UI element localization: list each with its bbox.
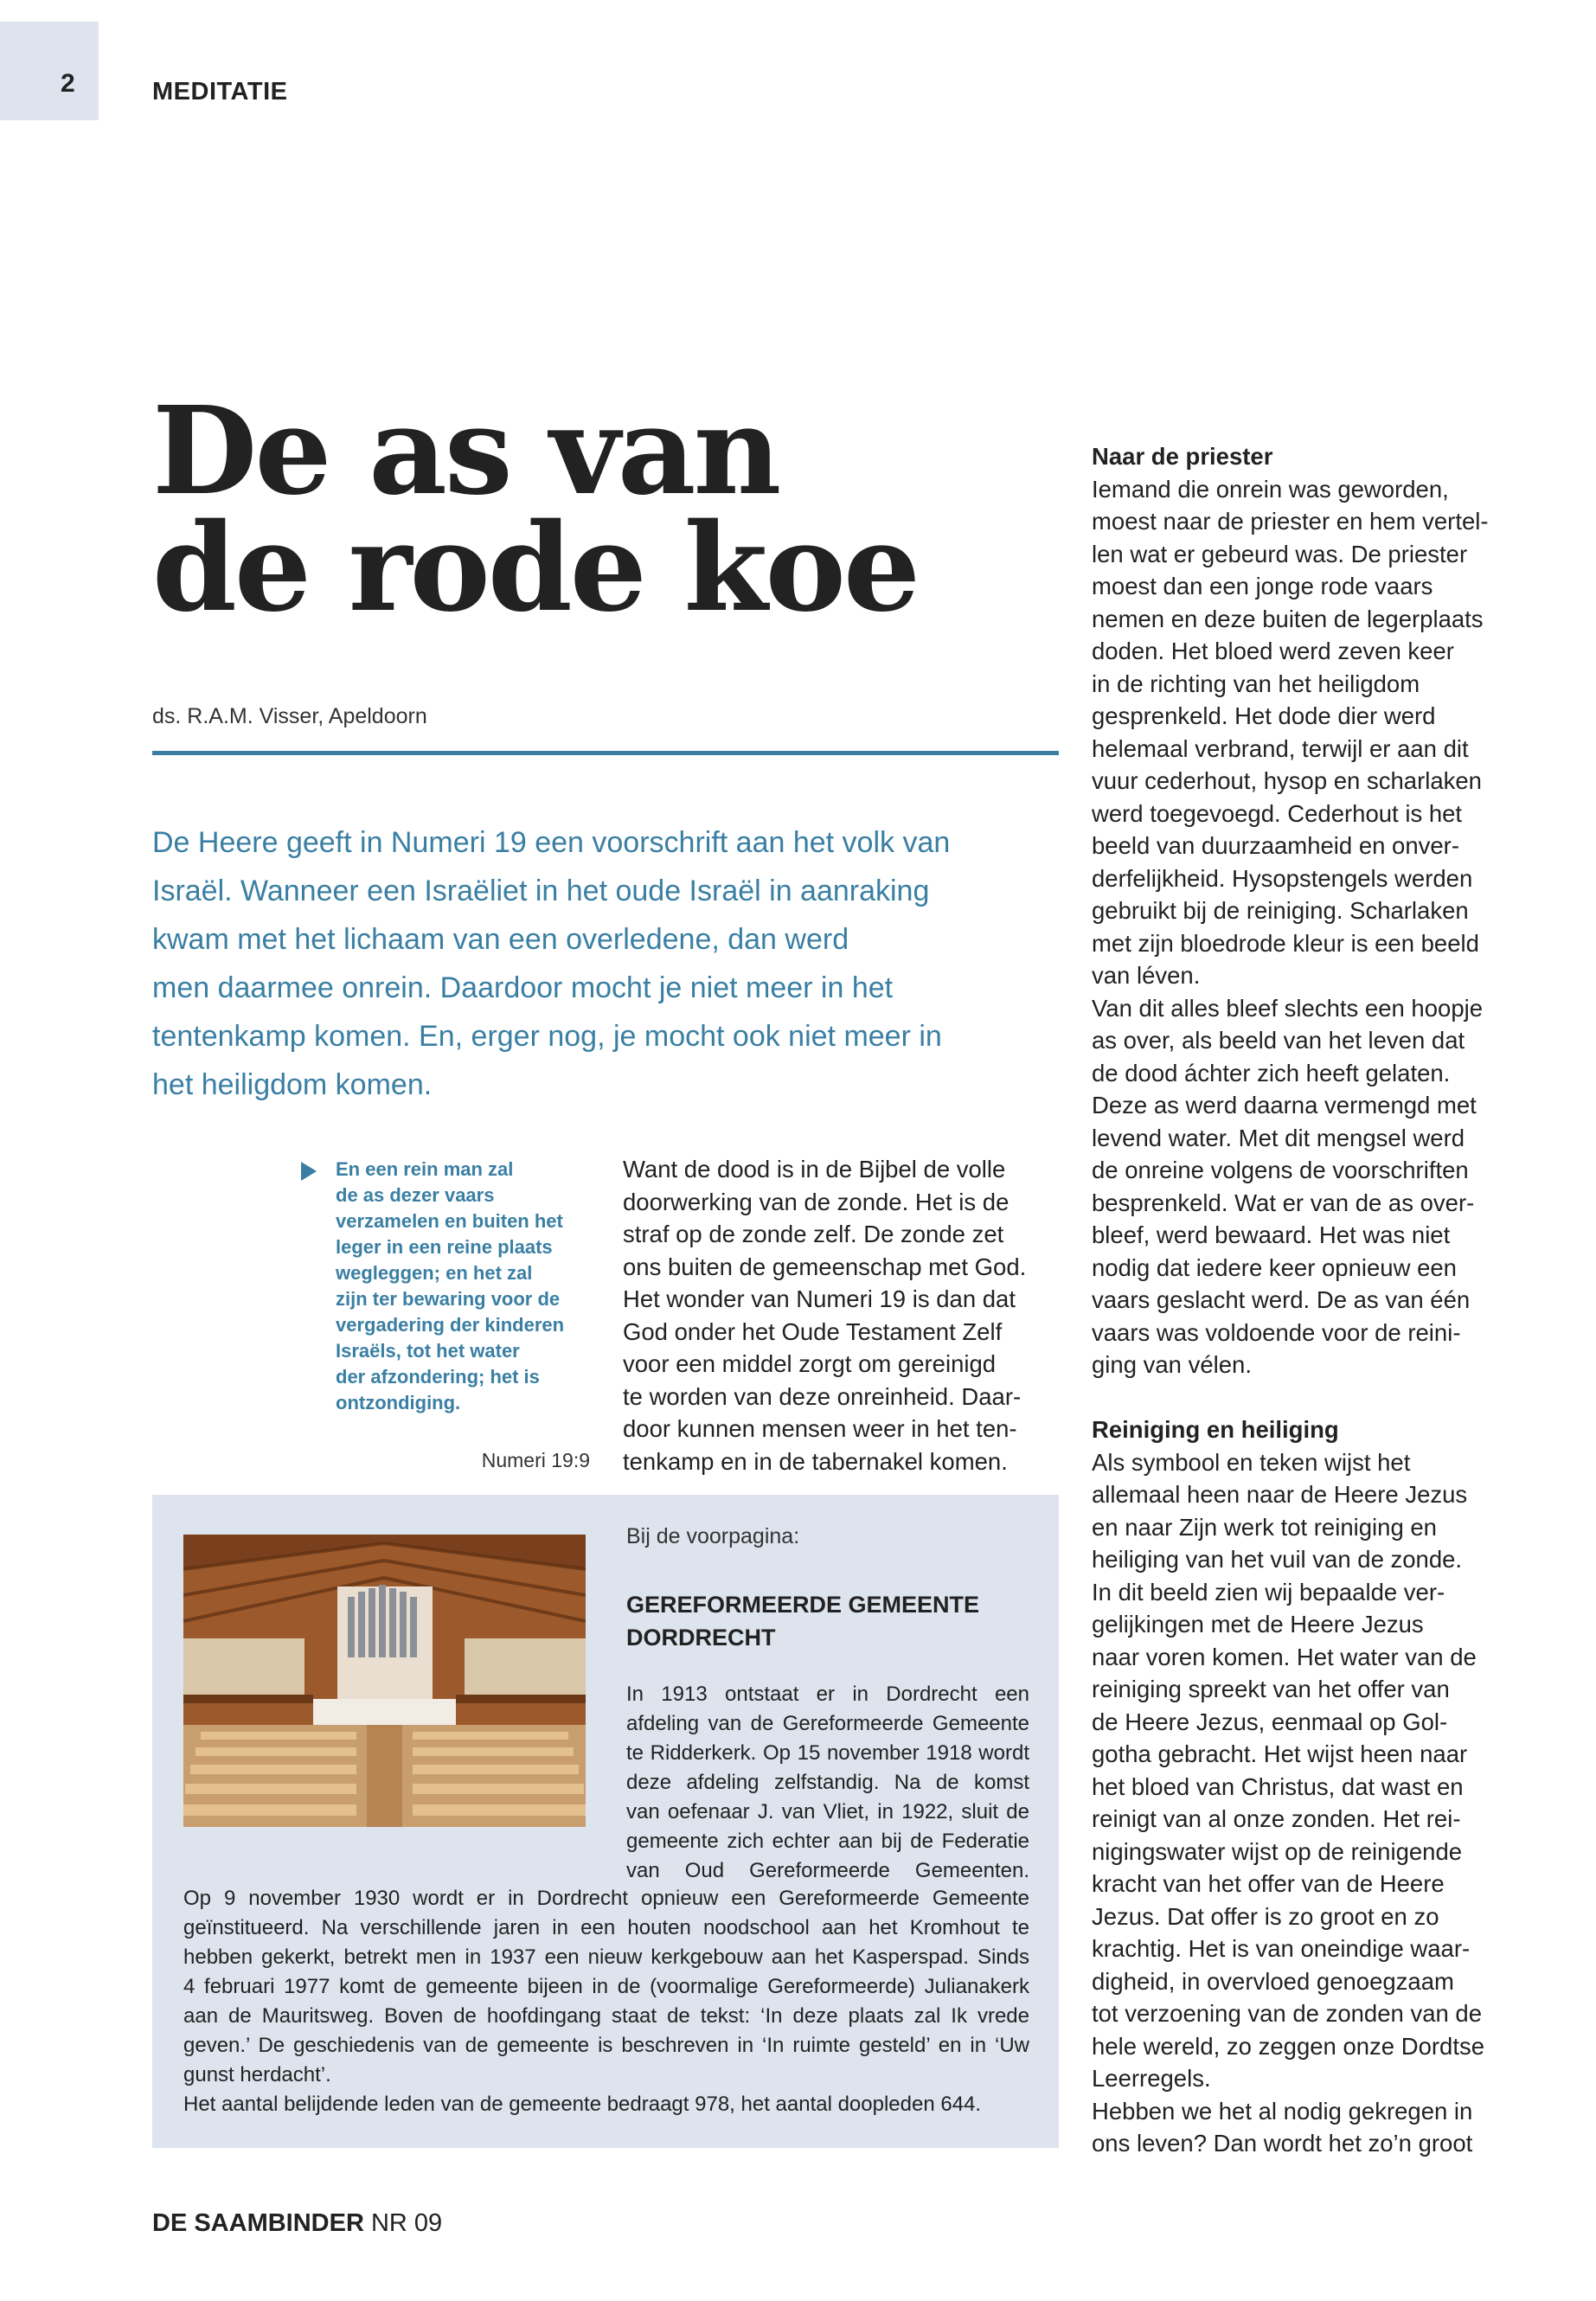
magazine-name: DE SAAMBINDER (152, 2209, 364, 2237)
body-line: gesprenkeld. Het dode dier werd (1092, 702, 1436, 729)
right-column-text (1092, 440, 1576, 2160)
cover-text-line: van oefenaar J. van Vliet, in 1922, sluit de (626, 1800, 1029, 1823)
paragraph-gap (1092, 1381, 1576, 1414)
body-line: kracht van het offer van de Heere (1092, 1870, 1445, 1897)
intro-paragraph (152, 818, 1086, 1109)
cover-heading-line: DORDRECHT (626, 1625, 776, 1650)
body-line: Hebben we het al nodig gekregen in (1092, 2097, 1473, 2125)
title-line: de rode koe (152, 497, 918, 639)
intro-line: het heiligdom komen. (152, 1068, 433, 1101)
quote-line: verzamelen en buiten het (336, 1210, 563, 1232)
quote-reference: Numeri 19:9 (481, 1449, 590, 1471)
quote-line: de as dezer vaars (336, 1184, 495, 1206)
subheading-naar-de-priester: Naar de priester (1092, 443, 1273, 470)
body-line: helemaal verbrand, terwijl er aan dit (1092, 734, 1469, 762)
body-line: Als symbool en teken wijst het (1092, 1448, 1411, 1476)
body-line: vuur cederhout, hysop en scharlaken (1092, 767, 1482, 794)
body-line: werd toegevoegd. Cederhout is het (1092, 799, 1463, 827)
footer-magazine (152, 2209, 442, 2238)
cover-text-line: hebben gekerkt, betrekt men in 1937 een nieuw kerkgebouw aan het Kasperspad. Sinds (183, 1945, 1029, 1969)
body-line: naar voren komen. Het water van de (1092, 1643, 1477, 1670)
body-line: straf op de zonde zelf. De zonde zet (623, 1221, 1004, 1247)
body-line: ons leven? Dan wordt het zo’n groot (1092, 2130, 1473, 2157)
body-line: digheid, in overvloed genoegzaam (1092, 1967, 1454, 1995)
play-triangle-icon (301, 1162, 317, 1181)
body-line: de Heere Jezus, eenmaal op Gol- (1092, 1708, 1448, 1735)
body-line: door kunnen mensen weer in het ten- (623, 1415, 1017, 1442)
cover-text-full (183, 1884, 1029, 2119)
body-line: Deze as werd daarna vermengd met (1092, 1092, 1477, 1118)
body-line: len wat er gebeurd was. De priester (1092, 540, 1468, 567)
body-line: heiliging van het vuil van de zonde. (1092, 1546, 1463, 1573)
cover-text-line: geïnstitueerd. Na verschillende jaren in een houten noodschool aan het Kromhout te (183, 1916, 1029, 1939)
author-byline: ds. R.A.M. Visser, Apeldoorn (152, 704, 427, 728)
cover-text-line: gemeente zich echter aan bij de Federatie (626, 1830, 1029, 1853)
body-line: beeld van duurzaamheid en onver- (1092, 832, 1460, 859)
title-line: De as van (152, 381, 779, 522)
cover-text-line: te Ridderkerk. Op 15 november 1918 wordt (626, 1741, 1029, 1765)
cover-text-line: Op 9 november 1930 wordt er in Dordrecht opnieuw een Gereformeerde Gemeente (183, 1887, 1029, 1910)
body-line: Want de dood is in de Bijbel de volle (623, 1156, 1006, 1183)
body-line: moest naar de priester en hem vertel- (1092, 508, 1489, 535)
body-line: allemaal heen naar de Heere Jezus (1092, 1481, 1468, 1508)
quote-line: En een rein man zal (336, 1158, 514, 1180)
intro-line: tentenkamp komen. En, erger nog, je mocht ook niet meer in (152, 1020, 942, 1053)
quote-line: vergadering der kinderen (336, 1314, 565, 1336)
body-line: de dood áchter zich heeft gelaten. (1092, 1059, 1451, 1086)
quote-line: wegleggen; en het zal (336, 1262, 533, 1284)
title-divider (152, 751, 1059, 755)
bible-quote (336, 1157, 604, 1416)
cover-heading (626, 1588, 1042, 1654)
body-line: in de richting van het heiligdom (1092, 670, 1420, 697)
cover-text-line: afdeling van de Gereformeerde Gemeente (626, 1712, 1029, 1735)
body-line: ging van vélen. (1092, 1351, 1252, 1378)
body-line: voor een middel zorgt om gereinigd (623, 1350, 997, 1377)
body-line: van léven. (1092, 962, 1201, 989)
body-line: nemen en deze buiten de legerplaats (1092, 605, 1484, 632)
issue-number: NR 09 (370, 2209, 443, 2237)
quote-line: ontzondiging. (336, 1392, 461, 1413)
body-line: Van dit alles bleef slechts een hoopje (1092, 994, 1484, 1022)
quote-line: zijn ter bewaring voor de (336, 1288, 561, 1310)
section-priester (1092, 473, 1576, 1381)
cover-text-line: geven.’ De geschiedenis van de gemeente is beschreven in ‘In ruimte gesteld’ en in ‘Uw (183, 2034, 1029, 2057)
body-line: Het wonder van Numeri 19 is dan dat (623, 1285, 1016, 1312)
cover-text-line: van Oud Gereformeerde Gemeenten. (626, 1859, 1029, 1882)
cover-text-line: aan de Mauritsweg. Boven de hoofdingang staat de tekst: ‘In deze plaats zal Ik vrede (183, 2004, 1029, 2028)
body-line: Jezus. Dat offer is zo groot en zo (1092, 1902, 1439, 1930)
quote-line: der afzondering; het is (336, 1366, 540, 1388)
intro-line: De Heere geeft in Numeri 19 een voorschrift aan het volk van (152, 826, 951, 859)
body-line: en naar Zijn werk tot reiniging en (1092, 1513, 1437, 1541)
body-line: gotha gebracht. Het wijst heen naar (1092, 1740, 1468, 1767)
body-line: nodig dat iedere keer opnieuw een (1092, 1253, 1457, 1281)
body-line: reiniging spreekt van het offer van (1092, 1676, 1450, 1702)
cover-text-line: gunst herdacht’. (183, 2063, 331, 2086)
quote-line: Israëls, tot het water (336, 1340, 520, 1362)
quote-line: leger in een reine plaats (336, 1236, 553, 1258)
cover-text-line: deze afdeling zelfstandig. Na de komst (626, 1771, 1029, 1794)
body-line: nigingswater wijst op de reinigende (1092, 1837, 1463, 1865)
body-line: derfelijkheid. Hysopstengels werden (1092, 864, 1473, 892)
cover-label: Bij de voorpagina: (626, 1524, 800, 1548)
body-line: hele wereld, zo zeggen onze Dordtse (1092, 2032, 1485, 2060)
body-line: gebruikt bij de reiniging. Scharlaken (1092, 897, 1469, 924)
middle-column-text (623, 1153, 1073, 1477)
body-line: ons buiten de gemeenschap met God. (623, 1253, 1027, 1280)
cover-text-line: In 1913 ontstaat er in Dordrecht een (626, 1682, 1029, 1706)
body-line: tot verzoening van de zonden van de (1092, 2000, 1483, 2027)
body-line: doorwerking van de zonde. Het is de (623, 1188, 1010, 1215)
intro-line: men daarmee onrein. Daardoor mocht je niet meer in het (152, 971, 894, 1004)
body-line: de onreine volgens de voorschriften (1092, 1157, 1469, 1183)
body-line: as over, als beeld van het leven dat (1092, 1027, 1465, 1054)
body-line: moest dan een jonge rode vaars (1092, 573, 1433, 599)
body-line: bleef, werd bewaard. Het was niet (1092, 1221, 1451, 1248)
section-label: MEDITATIE (152, 78, 288, 106)
body-line: reinigt van al onze zonden. Het rei- (1092, 1805, 1461, 1832)
body-line: gelijkingen met de Heere Jezus (1092, 1611, 1424, 1638)
subheading-reiniging-en-heiliging: Reiniging en heiliging (1092, 1416, 1339, 1443)
body-line: vaars was voldoende voor de reini- (1092, 1318, 1461, 1346)
body-line: God onder het Oude Testament Zelf (623, 1317, 1003, 1345)
body-line: het bloed van Christus, dat wast en (1092, 1772, 1464, 1800)
church-interior-photo (183, 1535, 586, 1827)
intro-line: Israël. Wanneer een Israëliet in het oude Israël in aanraking (152, 875, 930, 907)
body-line: krachtig. Het is van oneindige waar- (1092, 1935, 1471, 1962)
body-line: besprenkeld. Wat er van de as over- (1092, 1189, 1475, 1216)
intro-line: kwam met het lichaam van een overledene, dan werd (152, 923, 849, 956)
article-title (152, 381, 1086, 639)
body-line: In dit beeld zien wij bepaalde ver- (1092, 1578, 1445, 1606)
cover-text-line: Het aantal belijdende leden van de gemeente bedraagt 978, het aantal doopleden 644. (183, 2093, 982, 2116)
body-line: met zijn bloedrode kleur is een beeld (1092, 929, 1479, 957)
cover-heading-line: GEREFORMEERDE GEMEENTE (626, 1592, 980, 1618)
cover-text-line: 4 februari 1977 komt de gemeente bijeen in de (voormalige Gereformeerde) Julianakerk (183, 1975, 1029, 1998)
body-line: Leerregels. (1092, 2065, 1211, 2092)
body-line: tenkamp en in de tabernakel komen. (623, 1447, 1008, 1475)
page-number: 2 (61, 69, 75, 98)
page-number-tab (0, 22, 99, 120)
body-line: Iemand die onrein was geworden, (1092, 475, 1449, 503)
body-line: doden. Het bloed werd zeven keer (1092, 638, 1454, 664)
body-line: te worden van deze onreinheid. Daar- (623, 1382, 1022, 1410)
body-line: vaars geslacht werd. De as van één (1092, 1286, 1471, 1313)
cover-text-narrow (626, 1680, 1029, 1886)
section-reiniging (1092, 1446, 1576, 2160)
body-line: levend water. Met dit mengsel werd (1092, 1124, 1465, 1151)
